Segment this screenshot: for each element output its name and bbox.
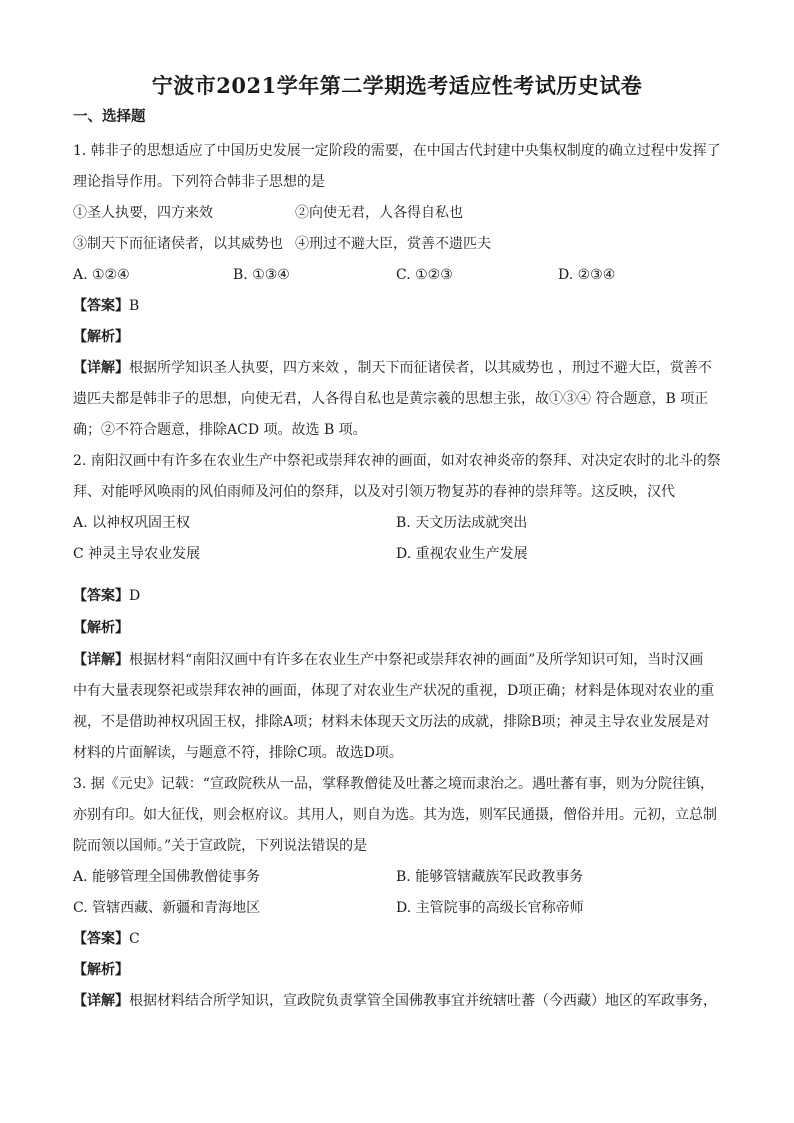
detail-text: 根据材料结合所学知识，宣政院负责掌管全国佛教事宜并统辖吐蕃（今西藏）地区的军政事务， [129, 993, 717, 1009]
q1-option-d: D. ②③④ [558, 267, 616, 283]
q2-stem-line-1: 2. 南阳汉画中有许多在农业生产中祭祀或崇拜农神的画面，如对农神炎帝的祭拜、对决定农时的北斗的祭 [73, 453, 721, 469]
q2-analysis-tag: 【解析】 [73, 620, 129, 636]
answer-value: B [129, 298, 140, 314]
q2-option-d: D. 重视农业生产发展 [396, 546, 528, 562]
q3-option-a: A. 能够管理全国佛教僧徒事务 [73, 869, 261, 885]
q1-option-a: A. ①②④ [73, 267, 130, 283]
q1-detail-line-1 [73, 358, 712, 378]
answer-tag: 【答案】 [73, 298, 129, 314]
q2-detail-line-2: 中有大量表现祭祀或崇拜农神的画面，体现了对农业生产状况的重视，D项正确；材料是体现对农业的重 [73, 683, 715, 699]
q3-stem-line-3: 院而领以国师。”关于宣政院，下列说法错误的是 [73, 838, 368, 854]
q1-detail-line-3: 确；②不符合题意，排除ACD 项。故选 B 项。 [73, 422, 367, 438]
q3-stem-line-1: 3. 据《元史》记载：“宣政院秩从一品，掌释教僧徒及吐蕃之境而隶治之。遇吐蕃有事，则为分院往镇， [73, 776, 714, 792]
q1-option-b: B. ①③④ [233, 267, 290, 283]
q2-option-b: B. 天文历法成就突出 [396, 515, 528, 531]
q3-stem-line-2: 亦别有印。如大征伐，则会枢府议。其用人，则自为选。其为选，则军民通摄，僧俗并用。元初，立总制 [73, 807, 717, 823]
q3-option-d: D. 主管院事的高级长官称帝师 [396, 900, 584, 916]
q2-option-c: C 神灵主导农业发展 [73, 546, 201, 562]
q3-answer [73, 929, 140, 949]
section-heading: 一、选择题 [73, 108, 146, 125]
answer-value: C [129, 931, 140, 947]
q2-stem-line-2: 拜、对能呼风唤雨的风伯雨师及河伯的祭拜，以及对引领万物复苏的春神的崇拜等。这反映，汉代 [73, 484, 675, 500]
answer-value: D [129, 588, 141, 604]
q3-detail-line-1 [73, 991, 717, 1011]
detail-tag: 【详解】 [73, 993, 129, 1009]
detail-text: 根据所学知识圣人执要，四方来效 ，制天下而征诸侯者，以其威势也 ，刑过不避大臣，赏善不 [129, 360, 712, 376]
q1-statement-2: ②向使无君，人各得自私也 [295, 205, 463, 221]
q2-detail-line-1 [73, 650, 703, 670]
answer-tag: 【答案】 [73, 588, 129, 604]
q1-statement-3: ③制天下而征诸侯者，以其威势也 [73, 236, 283, 252]
detail-text: 根据材料“南阳汉画中有许多在农业生产中祭祀或崇拜农神的画面”及所学知识可知，当时汉画 [129, 652, 704, 668]
q2-detail-line-3: 视，不是借助神权巩固王权，排除A项；材料未体现天文历法的成就，排除B项；神灵主导农业发展是对 [73, 714, 710, 730]
q1-stem-line-2: 理论指导作用。下列符合韩非子思想的是 [73, 174, 325, 190]
q1-answer [73, 296, 139, 316]
q1-stem-line-1: 1. 韩非子的思想适应了中国历史发展一定阶段的需要，在中国古代封建中央集权制度的确立过程中发挥了 [73, 143, 721, 159]
q1-statement-4: ④刑过不避大臣，赏善不遗匹夫 [295, 236, 491, 252]
q1-analysis-tag: 【解析】 [73, 329, 129, 345]
detail-tag: 【详解】 [73, 360, 129, 376]
q3-option-b: B. 能够管辖藏族军民政教事务 [396, 869, 584, 885]
q1-statement-1: ①圣人执要，四方来效 [73, 205, 213, 221]
answer-tag: 【答案】 [73, 931, 129, 947]
q2-option-a: A. 以神权巩固王权 [73, 515, 191, 531]
q1-option-c: C. ①②③ [396, 267, 453, 283]
q3-option-c: C. 管辖西藏、新疆和青海地区 [73, 900, 261, 916]
q2-answer [73, 586, 140, 606]
q3-analysis-tag: 【解析】 [73, 962, 129, 978]
q1-detail-line-2: 遗匹夫都是韩非子的思想，向使无君，人各得自私也是黄宗羲的思想主张，故①③④ 符合题意，B 项正 [73, 391, 709, 407]
page-title: 宁波市2021学年第二学期选考适应性考试历史试卷 [151, 73, 643, 98]
q2-detail-line-4: 材料的片面解读，与题意不符，排除C项。故选D项。 [73, 745, 403, 761]
detail-tag: 【详解】 [73, 652, 129, 668]
